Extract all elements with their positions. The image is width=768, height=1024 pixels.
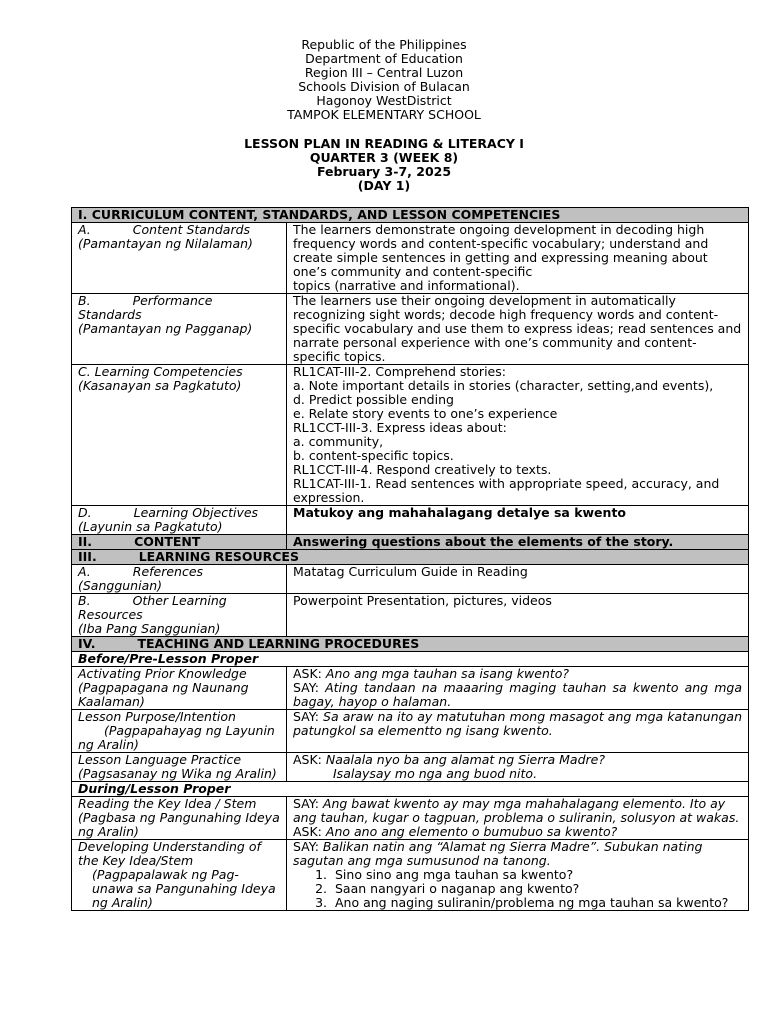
reading-key-text: SAY: Ang bawat kwento ay may mga mahahalagang elemento. Ito ay ang tauhan, kugar o tagpuan, problema o suliranin, solusyon at wakas. ASK: Ano ano ang elemento o bumubuo sa kwento? <box>287 797 749 840</box>
table-row <box>72 797 749 840</box>
performance-standards-text: The learners use their ongoing development in automatically recognizing sight words; decode high frequency words and content-specific vocabulary and use them to express ideas; read sentences and narrate personal experience with one’s community and content-specific topics. <box>287 294 749 365</box>
section-heading-row <box>72 535 749 550</box>
learning-objectives-text: Matukoy ang mahahalagang detalye sa kwento <box>287 506 749 535</box>
competency-line: RL1CAT-III-1. Read sentences with appropriate speed, accuracy, and expression. <box>293 476 720 505</box>
other-resources-label: B. Other Learning Resources (Iba Pang Sanggunian) <box>72 594 287 637</box>
header-line: Hagonoy WestDistrict <box>316 93 452 108</box>
activating-label: Activating Prior Knowledge (Pagpapagana ng Naunang Kaalaman) <box>72 667 287 710</box>
competency-line: a. community, <box>293 434 384 449</box>
other-resources-text: Powerpoint Presentation, pictures, videos <box>287 594 749 637</box>
table-row <box>72 294 749 365</box>
learning-objectives-label: D. Learning Objectives (Layunin sa Pagkatuto) <box>72 506 287 535</box>
content-text: Answering questions about the elements of the story. <box>287 535 749 550</box>
lesson-plan-title <box>0 137 768 193</box>
table-row <box>72 840 749 911</box>
developing-label: Developing Understanding of the Key Idea/Stem (Pagpapalawak ng Pag-unawa sa Pangunahing Ideya ng Aralin) <box>72 840 287 911</box>
school-name: TAMPOK ELEMENTARY SCHOOL <box>287 107 481 122</box>
subsection-row <box>72 782 749 797</box>
developing-text: SAY: Balikan natin ang “Alamat ng Sierra Madre”. Subukan nating sagutan ang mga sumusunod na tanong. 1. Sino sino ang mga tauhan sa kwento? 2. Saan nangyari o naganap ang kwento? 3. Ano ang naging suliranin/problema ng mga tauhan sa kwento? <box>287 840 749 911</box>
during-lesson-heading: During/Lesson Proper <box>72 782 749 797</box>
subsection-row <box>72 652 749 667</box>
content-standards-text: The learners demonstrate ongoing development in decoding high frequency words and content-specific vocabulary; understand and create simple sentences in getting and expressing meaning about one’s community and content-specific topics (narrative and informational). <box>287 223 749 294</box>
competency-line: RL1CCT-III-4. Respond creatively to texts. <box>293 462 552 477</box>
lesson-plan-table <box>71 207 749 911</box>
title-quarter: QUARTER 3 (WEEK 8) <box>309 150 459 165</box>
purpose-label: Lesson Purpose/Intention (Pagpapahayag ng Layunin ng Aralin) <box>72 710 287 753</box>
table-row <box>72 710 749 753</box>
question-list <box>293 868 742 910</box>
language-practice-label: Lesson Language Practice (Pagsasanay ng Wika ng Aralin) <box>72 753 287 782</box>
references-label: A. References (Sanggunian) <box>72 565 287 594</box>
activating-text: ASK: Ano ang mga tauhan sa isang kwento? SAY: Ating tandaan na maaaring maging tauhan sa kwento ang mga bagay, hayop o halaman. <box>287 667 749 710</box>
document-header <box>0 38 768 122</box>
competency-line: b. content-specific topics. <box>293 448 454 463</box>
before-lesson-heading: Before/Pre-Lesson Proper <box>72 652 749 667</box>
references-text: Matatag Curriculum Guide in Reading <box>287 565 749 594</box>
title-day: (DAY 1) <box>357 178 411 193</box>
table-row <box>72 594 749 637</box>
list-item: 2. Saan nangyari o naganap ang kwento? <box>331 882 742 896</box>
competency-line: e. Relate story events to one’s experience <box>293 406 558 421</box>
header-line: Department of Education <box>305 51 463 66</box>
header-line: Republic of the Philippines <box>301 37 467 52</box>
competency-line: RL1CAT-III-2. Comprehend stories: <box>293 364 506 379</box>
table-row <box>72 223 749 294</box>
competency-line: a. Note important details in stories (character, setting,and events), <box>293 378 714 393</box>
section-heading-row <box>72 208 749 223</box>
section-heading-row <box>72 550 749 565</box>
list-item: 3. Ano ang naging suliranin/problema ng mga tauhan sa kwento? <box>331 896 742 910</box>
table-row <box>72 753 749 782</box>
purpose-text: SAY: Sa araw na ito ay matutuhan mong masagot ang mga katanungan patungkol sa elementto ng isang kwento. <box>287 710 749 753</box>
section-heading-row <box>72 637 749 652</box>
list-item: 1. Sino sino ang mga tauhan sa kwento? <box>331 868 742 882</box>
reading-key-label: Reading the Key Idea / Stem (Pagbasa ng Pangunahing Ideya ng Aralin) <box>72 797 287 840</box>
table-row <box>72 365 749 506</box>
table-row <box>72 506 749 535</box>
title-date: February 3-7, 2025 <box>316 164 452 179</box>
competency-line: d. Predict possible ending <box>293 392 454 407</box>
content-standards-label: A. Content Standards (Pamantayan ng Nilalaman) <box>72 223 287 294</box>
learning-competencies-list <box>287 365 749 506</box>
section1-heading: I. CURRICULUM CONTENT, STANDARDS, AND LESSON COMPETENCIES <box>72 208 749 223</box>
content-heading: II. CONTENT <box>72 535 287 550</box>
table-row <box>72 667 749 710</box>
procedures-heading: IV. TEACHING AND LEARNING PROCEDURES <box>72 637 749 652</box>
learning-competencies-label: C. Learning Competencies (Kasanayan sa Pagkatuto) <box>72 365 287 506</box>
performance-standards-label: B. Performance Standards (Pamantayan ng Pagganap) <box>72 294 287 365</box>
header-line: Schools Division of Bulacan <box>298 79 470 94</box>
header-line: Region III – Central Luzon <box>304 65 464 80</box>
language-practice-text: ASK: Naalala nyo ba ang alamat ng Sierra Madre? Isalaysay mo nga ang buod nito. <box>287 753 749 782</box>
learning-resources-heading: III. LEARNING RESOURCES <box>72 550 749 565</box>
table-row <box>72 565 749 594</box>
competency-line: RL1CCT-III-3. Express ideas about: <box>293 420 507 435</box>
title-subject: LESSON PLAN IN READING & LITERACY I <box>244 136 524 151</box>
